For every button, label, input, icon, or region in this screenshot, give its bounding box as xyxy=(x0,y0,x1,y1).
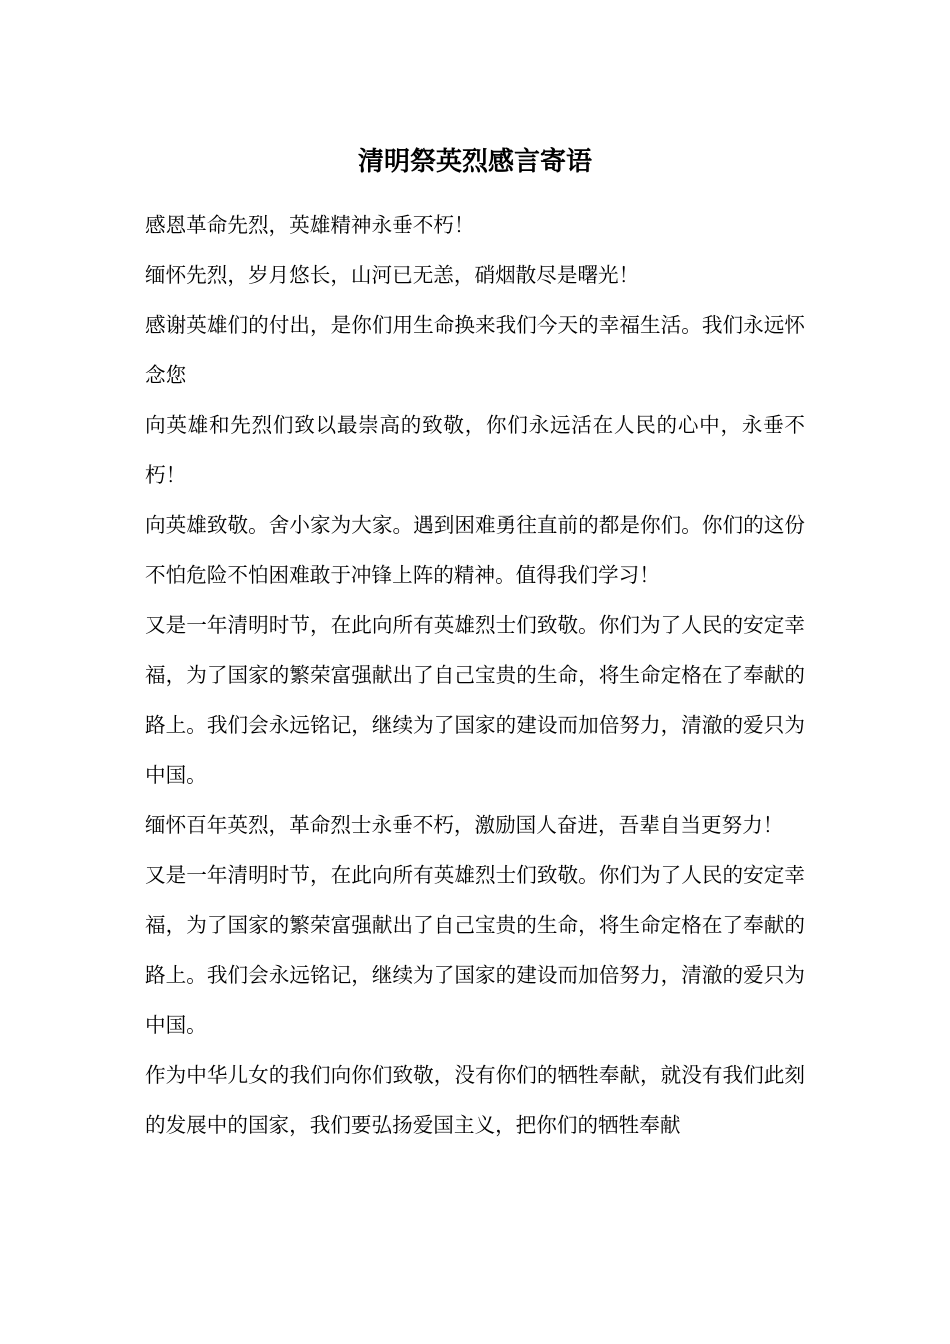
paragraph: 感谢英雄们的付出，是你们用生命换来我们今天的幸福生活。我们永远怀念您 xyxy=(145,313,805,387)
document-title: 清明祭英烈感言寄语 xyxy=(357,147,592,177)
paragraph: 缅怀先烈，岁月悠长，山河已无恙，硝烟散尽是曙光！ xyxy=(145,263,640,287)
document-body xyxy=(145,200,805,1150)
paragraph: 感恩革命先烈，英雄精神永垂不朽！ xyxy=(145,213,475,237)
paragraph: 向英雄和先烈们致以最崇高的致敬，你们永远活在人民的心中，永垂不朽！ xyxy=(145,413,805,487)
paragraph: 作为中华儿女的我们向你们致敬，没有你们的牺牲奉献，就没有我们此刻的发展中的国家，我们要弘扬爱国主义，把你们的牺牲奉献 xyxy=(145,1063,805,1137)
paragraph: 又是一年清明时节，在此向所有英雄烈士们致敬。你们为了人民的安定幸福，为了国家的繁荣富强献出了自己宝贵的生命，将生命定格在了奉献的路上。我们会永远铭记，继续为了国家的建设而加倍努力，清澈的爱只为中国。 xyxy=(145,613,805,787)
paragraph: 缅怀百年英烈，革命烈士永垂不朽，激励国人奋进，吾辈自当更努力！ xyxy=(145,813,784,837)
paragraph: 向英雄致敬。舍小家为大家。遇到困难勇往直前的都是你们。你们的这份不怕危险不怕困难敢于冲锋上阵的精神。值得我们学习！ xyxy=(145,513,805,587)
paragraph: 又是一年清明时节，在此向所有英雄烈士们致敬。你们为了人民的安定幸福，为了国家的繁荣富强献出了自己宝贵的生命，将生命定格在了奉献的路上。我们会永远铭记，继续为了国家的建设而加倍努力，清澈的爱只为中国。 xyxy=(145,863,805,1037)
